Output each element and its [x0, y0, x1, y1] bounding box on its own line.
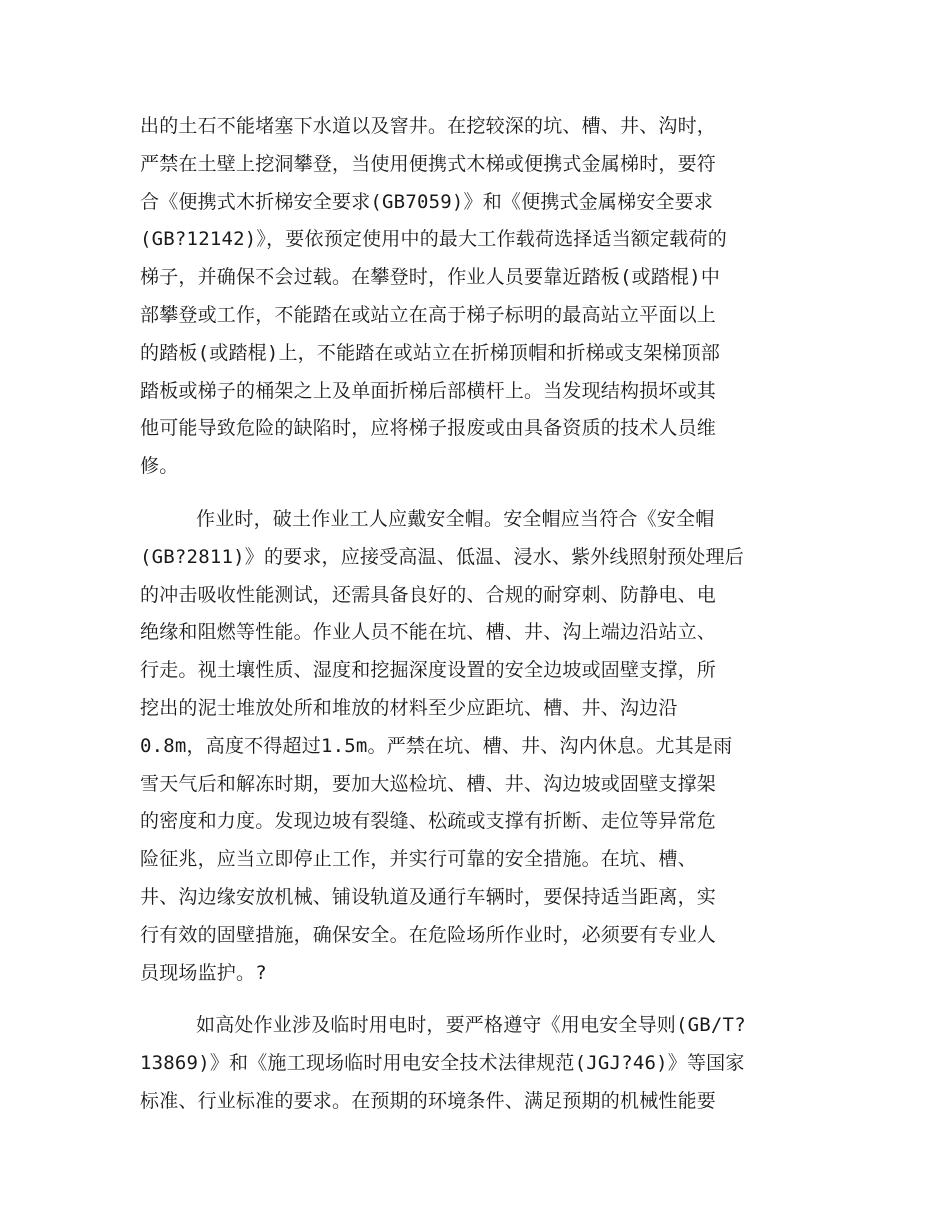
text-line: 如高处作业涉及临时用电时，要严格遵守《用电安全导则(GB/T? [196, 1014, 746, 1037]
text-line: 的密度和力度。发现边坡有裂缝、松疏或支撑有折断、走位等异常危 [140, 810, 717, 833]
paragraph-2 [140, 501, 800, 992]
text-line: (GB?2811)》的要求，应接受高温、低温、浸水、紫外线照射预处理后 [140, 545, 744, 568]
text-line: 的冲击吸收性能测试，还需具备良好的、合规的耐穿刺、防静电、电 [140, 583, 717, 606]
text-line: 作业时，破土作业工人应戴安全帽。安全帽应当符合《安全帽 [196, 507, 715, 530]
paragraph-spacer [140, 486, 800, 501]
text-line: 0.8m，高度不得超过1.5m。严禁在坑、槽、井、沟内休息。尤其是雨 [140, 734, 733, 757]
paragraph-1 [140, 108, 800, 486]
text-line: 梯子，并确保不会过载。在攀登时，作业人员要靠近踏板(或踏棍)中 [140, 266, 721, 289]
text-line: 的踏板(或踏棍)上，不能踏在或站立在折梯顶帽和折梯或支架梯顶部 [140, 341, 721, 364]
paragraph-3 [140, 1007, 800, 1120]
text-line: (GB?12142)》，要依预定使用中的最大工作载荷选择适当额定载荷的 [140, 228, 727, 251]
text-line: 行走。视土壤性质、湿度和挖掘深度设置的安全边坡或固壁支撑，所 [140, 659, 717, 682]
text-line: 井、沟边缘安放机械、铺设轨道及通行车辆时，要保持适当距离，实 [140, 885, 717, 908]
document-body [140, 108, 800, 1121]
text-line: 踏板或梯子的桶架之上及单面折梯后部横杆上。当发现结构损坏或其 [140, 379, 717, 402]
text-line: 雪天气后和解冻时期，要加大巡检坑、槽、井、沟边坡或固壁支撑架 [140, 772, 717, 795]
text-line: 部攀登或工作，不能踏在或站立在高于梯子标明的最高站立平面以上 [140, 303, 717, 326]
text-line: 出的土石不能堵塞下水道以及窨井。在挖较深的坑、槽、井、沟时， [140, 115, 717, 137]
text-line: 严禁在土壁上挖洞攀登，当使用便携式木梯或便携式金属梯时，要符 [140, 152, 717, 175]
paragraph-spacer [140, 992, 800, 1007]
text-line: 绝缘和阻燃等性能。作业人员不能在坑、槽、井、沟上端边沿站立、 [140, 621, 717, 644]
text-line: 行有效的固壁措施，确保安全。在危险场所作业时，必须要有专业人 [140, 923, 717, 946]
text-line: 标准、行业标准的要求。在预期的环境条件、满足预期的机械性能要 [140, 1089, 717, 1112]
text-line: 他可能导致危险的缺陷时，应将梯子报废或由具备资质的技术人员维 [140, 417, 717, 440]
text-line: 员现场监护。? [140, 961, 267, 984]
text-line: 挖出的泥士堆放处所和堆放的材料至少应距坑、槽、井、沟边沿 [140, 696, 678, 719]
text-line: 13869)》和《施工现场临时用电安全技术法律规范(JGJ?46)》等国家 [140, 1052, 745, 1075]
text-line: 险征兆，应当立即停止工作，并实行可靠的安全措施。在坑、槽、 [140, 848, 697, 871]
text-line: 合《便携式木折梯安全要求(GB7059)》和《便携式金属梯安全要求 [140, 190, 714, 213]
text-line: 修。 [140, 455, 179, 478]
